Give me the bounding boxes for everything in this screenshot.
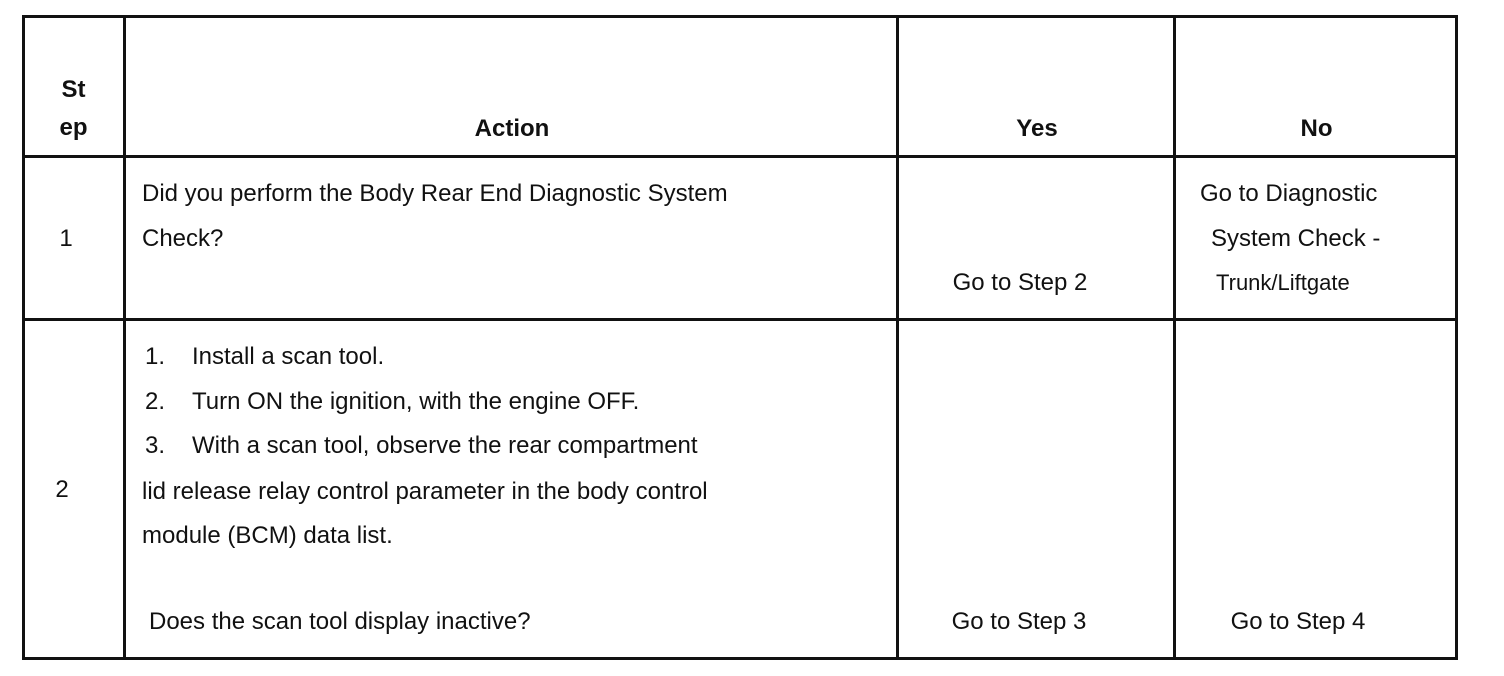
header-step-line1: St	[61, 76, 86, 103]
row2-step: 2	[55, 476, 69, 503]
row1-no-line3: Trunk/Liftgate	[1216, 270, 1350, 295]
row2-action-steps	[142, 335, 698, 469]
list-item	[142, 380, 698, 425]
diagnostic-table	[22, 15, 1458, 660]
row2-action-continuation-line1: lid release relay control parameter in the body control	[142, 478, 708, 505]
list-item	[142, 424, 698, 469]
list-item-number: 2.	[145, 387, 166, 415]
header-no: No	[1300, 115, 1333, 142]
row1-no-line1: Go to Diagnostic	[1200, 180, 1378, 207]
row2-yes: Go to Step 3	[951, 608, 1087, 635]
table-border-top	[22, 15, 1458, 18]
row1-step: 1	[59, 225, 73, 252]
header-yes: Yes	[1016, 115, 1058, 142]
list-item-text: Turn ON the ignition, with the engine OFF.	[192, 387, 640, 415]
list-item-text: Install a scan tool.	[192, 343, 385, 370]
row2-no: Go to Step 4	[1230, 608, 1366, 635]
row1-action-line1: Did you perform the Body Rear End Diagnostic System	[142, 180, 728, 207]
row1-yes: Go to Step 2	[952, 269, 1088, 296]
row1-no-line2: System Check -	[1211, 225, 1381, 252]
table-border-bottom	[22, 657, 1458, 660]
header-step	[22, 71, 125, 147]
list-item-text: With a scan tool, observe the rear compartment	[192, 432, 698, 459]
row2-question: Does the scan tool display inactive?	[149, 608, 531, 635]
list-item-number: 3.	[145, 432, 166, 459]
header-divider	[22, 155, 1458, 158]
list-item	[142, 335, 698, 380]
row1-action-line2: Check?	[142, 225, 224, 252]
row-divider	[22, 318, 1458, 321]
header-action: Action	[474, 115, 550, 142]
header-step-line2: ep	[59, 114, 88, 141]
list-item-number: 1.	[145, 343, 166, 370]
row2-action-continuation-line2: module (BCM) data list.	[142, 522, 393, 549]
